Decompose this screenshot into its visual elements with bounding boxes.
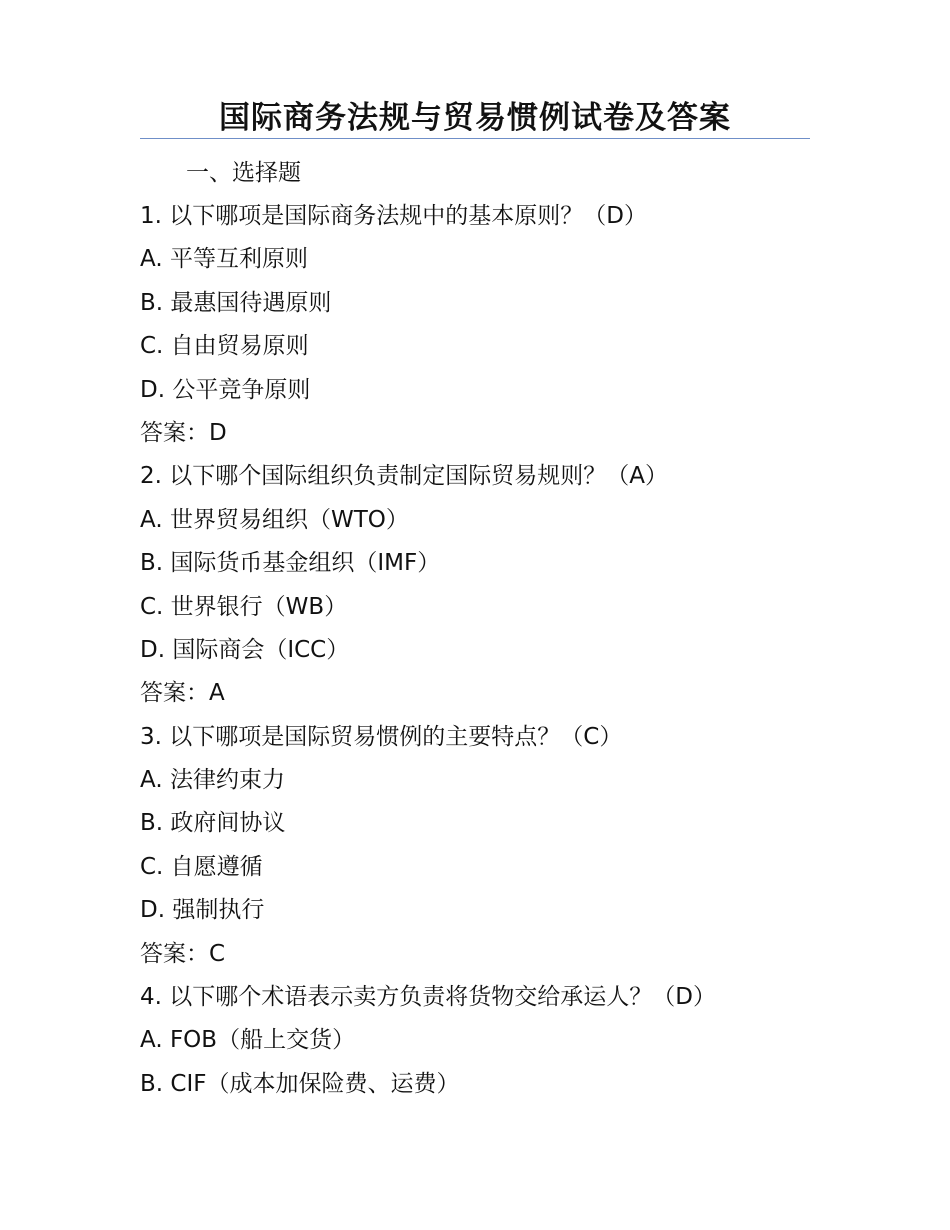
question-2-option-c: C. 世界银行（WB） [140, 593, 348, 620]
question-1-option-c: C. 自由贸易原则 [140, 333, 309, 360]
question-3-option-b: B. 政府间协议 [140, 810, 286, 837]
question-3-answer: 答案：C [140, 940, 226, 967]
section-heading: 一、选择题 [186, 160, 301, 186]
question-2-option-a: A. 世界贸易组织（WTO） [140, 506, 409, 533]
document-title: 国际商务法规与贸易惯例试卷及答案 [219, 100, 731, 136]
question-4-option-a: A. FOB（船上交货） [140, 1027, 356, 1054]
question-2-answer: 答案：A [140, 680, 225, 707]
question-1-option-a: A. 平等互利原则 [140, 246, 308, 273]
question-1: 1. 以下哪项是国际商务法规中的基本原则？（D） [140, 203, 647, 229]
question-3-option-c: C. 自愿遵循 [140, 853, 263, 880]
question-3: 3. 以下哪项是国际贸易惯例的主要特点？（C） [140, 723, 623, 750]
question-list [140, 198, 840, 1109]
question-2-option-d: D. 国际商会（ICC） [140, 636, 350, 663]
question-3-option-d: D. 强制执行 [140, 897, 265, 924]
question-1-option-b: B. 最惠国待遇原则 [140, 289, 332, 316]
question-4: 4. 以下哪个术语表示卖方负责将货物交给承运人？（D） [140, 984, 716, 1011]
question-3-option-a: A. 法律约束力 [140, 767, 285, 794]
question-2: 2. 以下哪个国际组织负责制定国际贸易规则？（A） [140, 463, 668, 490]
question-1-option-d: D. 公平竞争原则 [140, 376, 311, 403]
question-2-option-b: B. 国际货币基金组织（IMF） [140, 550, 441, 577]
title-underline [140, 138, 810, 139]
question-1-answer: 答案：D [140, 419, 227, 446]
question-4-option-b: B. CIF（成本加保险费、运费） [140, 1070, 460, 1097]
